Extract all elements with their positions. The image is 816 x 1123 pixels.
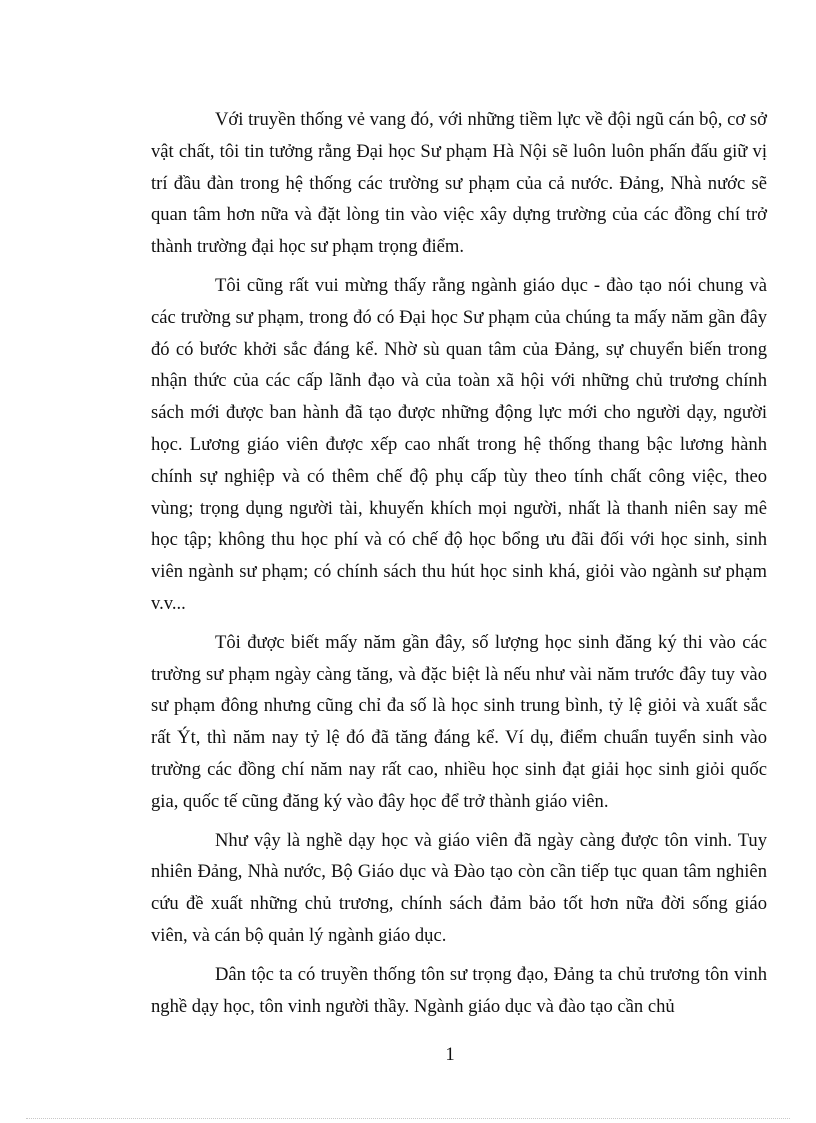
paragraph-5: Dân tộc ta có truyền thống tôn sư trọng đạo, Đảng ta chủ trương tôn vinh nghề dạy học, tôn vinh người thầy. Ngành giáo dục và đào tạo cần chủ (151, 963, 767, 1017)
body-text (151, 104, 767, 1029)
page-bottom-divider (26, 1118, 790, 1119)
paragraph-3: Tôi được biết mấy năm gần đây, số lượng học sinh đăng ký thi vào các trường sư phạm ngày càng tăng, và đặc biệt là nếu như vài năm trước đây tuy vào sư phạm đông nhưng cũng chỉ đa số là học sinh trung bình, tỷ lệ giỏi và xuất sắc rất Ýt, thì năm nay tỷ lệ đó đã tăng đáng kể. Ví dụ, điểm chuẩn tuyển sinh vào trường các đồng chí năm nay rất cao, nhiều học sinh đạt giải học sinh giỏi quốc gia, quốc tế cũng đăng ký vào đây học để trở thành giáo viên. (151, 631, 767, 812)
paragraph-1: Với truyền thống vẻ vang đó, với những tiềm lực về đội ngũ cán bộ, cơ sở vật chất, tôi tin tưởng rằng Đại học Sư phạm Hà Nội sẽ luôn luôn phấn đấu giữ vị trí đầu đàn trong hệ thống các trường sư phạm của cả nước. Đảng, Nhà nước sẽ quan tâm hơn nữa và đặt lòng tin vào việc xây dựng trường của các đồng chí trở thành trường đại học sư phạm trọng điểm. (151, 109, 767, 258)
paragraph-2: Tôi cũng rất vui mừng thấy rằng ngành giáo dục - đào tạo nói chung và các trường sư phạm, trong đó có Đại học Sư phạm của chúng ta mấy năm gần đây đó có bước khởi sắc đáng kể. Nhờ sù quan tâm của Đảng, sự chuyển biến trong nhận thức của các cấp lãnh đạo và của toàn xã hội với những chủ trương chính sách mới được ban hành đã tạo được những động lực mới cho người dạy, người học. Lương giáo viên được xếp cao nhất trong hệ thống thang bậc lương hành chính sự nghiệp và có thêm chế độ phụ cấp tùy theo tính chất công việc, theo vùng; trọng dụng người tài, khuyến khích mọi người, nhất là thanh niên say mê học tập; không thu học phí và có chế độ học bổng ưu đãi đối với học sinh, sinh viên ngành sư phạm; có chính sách thu hút học sinh khá, giỏi vào ngành sư phạm v.v... (151, 274, 767, 614)
page-number: 1 (445, 1044, 455, 1065)
paragraph-4: Như vậy là nghề dạy học và giáo viên đã ngày càng được tôn vinh. Tuy nhiên Đảng, Nhà nước, Bộ Giáo dục và Đào tạo còn cần tiếp tục quan tâm nghiên cứu đề xuất những chủ trương, chính sách đảm bảo tốt hơn nữa đời sống giáo viên, và cán bộ quản lý ngành giáo dục. (151, 829, 767, 946)
